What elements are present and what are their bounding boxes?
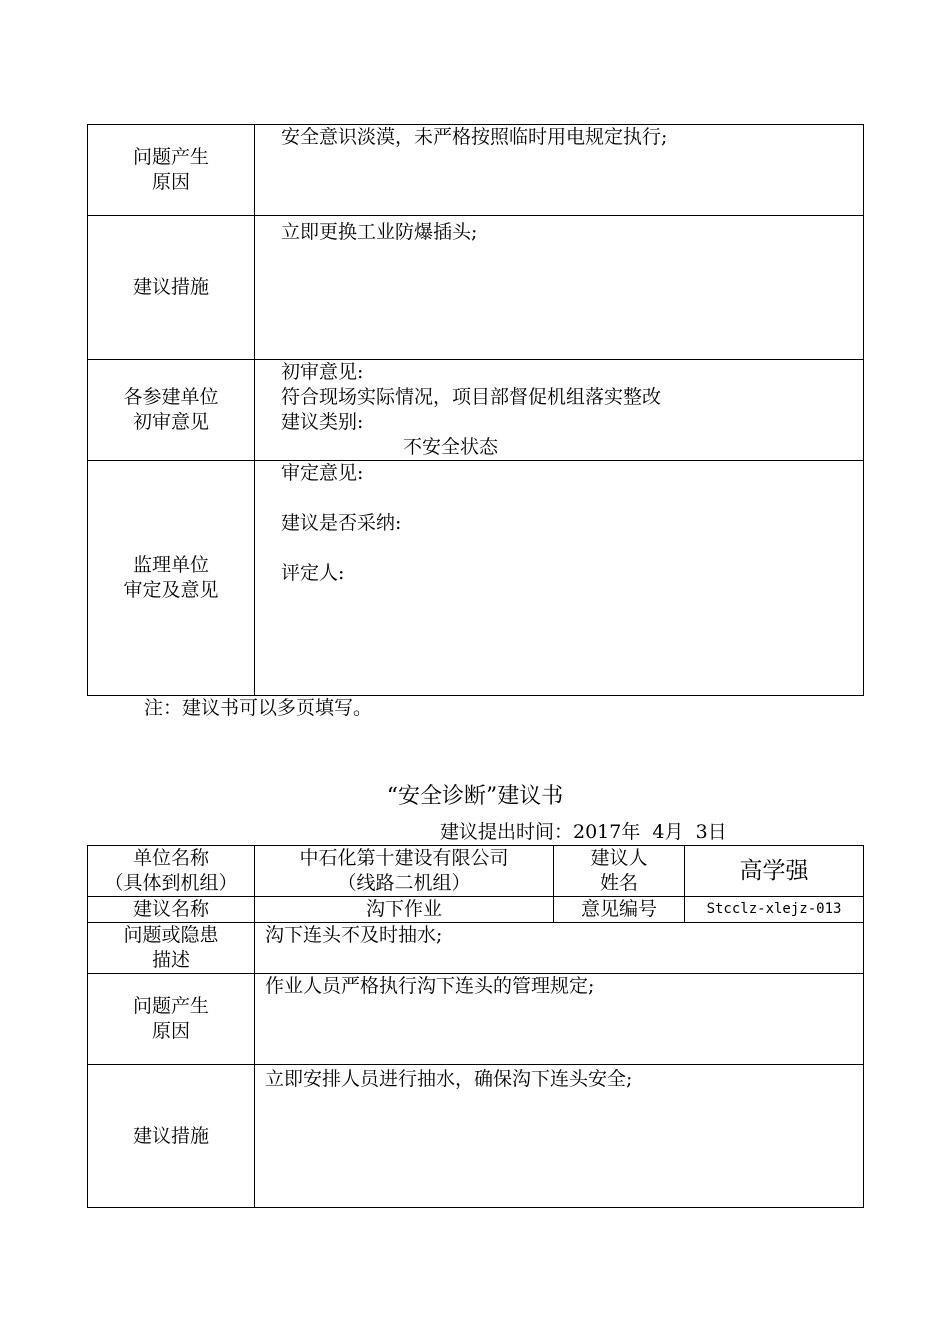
review-category-value: 不安全状态 [403,436,499,458]
submission-date: 建议提出时间：2017年 4月 3日 [440,821,727,843]
cause-row [88,125,864,216]
problem-content [255,923,864,974]
unit-value: 中石化第十建设有限公司 （线路二机组） [255,846,554,897]
measure-text-2: 立即安排人员进行抽水，确保沟下连头安全; [265,1068,633,1090]
proposer-name: 高学强 [685,846,864,897]
cause-row-2 [88,974,864,1065]
measure-content [255,216,864,360]
measure-label-2: 建议措施 [88,1065,255,1208]
first-form-table [87,124,864,696]
suggestion-name-value: 沟下作业 [255,897,554,923]
unit-label: 单位名称 （具体到机组） [88,846,255,897]
measure-label: 建议措施 [88,216,255,360]
note-text: 注：建议书可以多页填写。 [144,698,373,719]
review-row [88,360,864,461]
approval-opinion-label: 审定意见: [281,462,364,484]
problem-label: 问题或隐患 描述 [88,923,255,974]
suggestion-name-label: 建议名称 [88,897,255,923]
supervision-content [255,461,864,696]
measure-content-2 [255,1065,864,1208]
adopt-label: 建议是否采纳: [281,512,402,534]
blank-line [281,536,863,561]
evaluator-label: 评定人: [281,562,345,584]
blank-line [281,486,863,511]
problem-text: 沟下连头不及时抽水; [265,924,443,946]
measure-row [88,216,864,360]
cause-content-2 [255,974,864,1065]
measure-row-2 [88,1065,864,1208]
supervision-label: 监理单位 审定及意见 [88,461,255,696]
opinion-number-value: Stcclz-xlejz-013 [685,897,864,923]
second-form-table [87,845,864,1208]
cause-label-2: 问题产生 原因 [88,974,255,1065]
review-heading: 初审意见: [281,361,364,383]
document-title: “安全诊断”建议书 [386,784,564,809]
unit-row [88,846,864,897]
supervision-row [88,461,864,696]
proposer-label: 建议人 姓名 [554,846,685,897]
problem-row [88,923,864,974]
review-category-label: 建议类别: [281,411,364,433]
measure-text: 立即更换工业防爆插头; [281,221,478,243]
suggestion-name-row [88,897,864,923]
cause-label: 问题产生 原因 [88,125,255,216]
review-opinion: 符合现场实际情况，项目部督促机组落实整改 [281,386,662,408]
cause-text-2: 作业人员严格执行沟下连头的管理规定; [265,975,595,997]
review-content [255,360,864,461]
review-label: 各参建单位 初审意见 [88,360,255,461]
cause-content [255,125,864,216]
cause-text: 安全意识淡漠，未严格按照临时用电规定执行; [281,126,668,148]
opinion-number-label: 意见编号 [554,897,685,923]
